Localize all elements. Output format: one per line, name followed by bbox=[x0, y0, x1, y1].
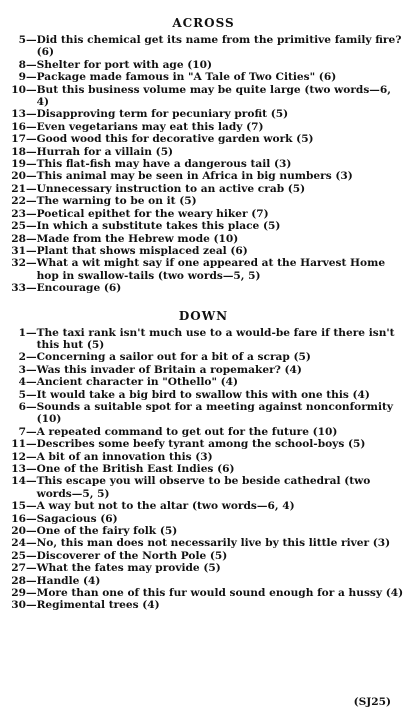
clue-number: 9 bbox=[18, 71, 26, 84]
clue-number: 32 bbox=[11, 257, 26, 270]
clue-dash: — bbox=[26, 257, 37, 270]
clue-dash: — bbox=[26, 207, 37, 220]
clue-dash: — bbox=[26, 83, 37, 96]
clue-number: 5 bbox=[18, 388, 26, 401]
clue-text: Made from the Hebrew mode (10) bbox=[36, 232, 239, 245]
clue-item bbox=[2, 599, 405, 611]
clue-item bbox=[2, 208, 405, 220]
clue-item bbox=[2, 195, 405, 207]
clue-dash: — bbox=[26, 158, 37, 171]
clue-item bbox=[2, 71, 405, 83]
clue-text: Plant that shows misplaced zeal (6) bbox=[36, 244, 248, 257]
clue-text: One of the fairy folk (5) bbox=[36, 525, 178, 538]
clue-item bbox=[2, 133, 405, 145]
clue-item bbox=[2, 475, 405, 500]
clue-item bbox=[2, 233, 405, 245]
clue-number: 17 bbox=[11, 133, 26, 146]
clue-number: 11 bbox=[11, 438, 26, 451]
clue-item bbox=[2, 513, 405, 525]
clue-item bbox=[2, 245, 405, 257]
clue-item bbox=[2, 84, 405, 109]
clue-number: 14 bbox=[11, 475, 26, 488]
clue-item bbox=[2, 327, 405, 352]
clue-item bbox=[2, 537, 405, 549]
clue-dash: — bbox=[26, 182, 37, 195]
clue-item bbox=[2, 376, 405, 388]
clue-dash: — bbox=[26, 438, 37, 451]
clue-number: 28 bbox=[11, 232, 26, 245]
clue-dash: — bbox=[26, 562, 37, 575]
clue-number: 8 bbox=[18, 58, 26, 71]
clue-item bbox=[2, 34, 405, 59]
clue-item bbox=[2, 500, 405, 512]
clue-dash: — bbox=[26, 120, 37, 133]
clue-dash: — bbox=[26, 34, 37, 46]
clue-item bbox=[2, 220, 405, 232]
clue-number: 33 bbox=[11, 282, 26, 295]
clue-number: 28 bbox=[11, 574, 26, 587]
clue-number: 22 bbox=[11, 195, 26, 208]
clue-text: In which a substitute takes this place (5) bbox=[36, 220, 281, 233]
clue-number: 20 bbox=[11, 170, 26, 183]
clue-number: 27 bbox=[11, 562, 26, 575]
clue-item bbox=[2, 389, 405, 401]
clue-dash: — bbox=[26, 326, 37, 339]
across-heading: ACROSS bbox=[172, 16, 235, 30]
clue-dash: — bbox=[26, 599, 37, 612]
clue-dash: — bbox=[26, 388, 37, 401]
clue-item bbox=[2, 438, 405, 450]
clue-item bbox=[2, 550, 405, 562]
clue-item bbox=[2, 562, 405, 574]
clue-number: 2 bbox=[18, 351, 26, 364]
clue-dash: — bbox=[26, 71, 37, 84]
clue-dash: — bbox=[26, 537, 37, 550]
clue-text: Was this invader of Britain a ropemaker? (4) bbox=[36, 363, 302, 376]
clue-number: 12 bbox=[11, 450, 26, 463]
clue-item bbox=[2, 575, 405, 587]
clue-text: Disapproving term for pecuniary profit (5) bbox=[36, 108, 289, 121]
clue-text: More than one of this fur would sound enough for a hussy (4) bbox=[36, 587, 404, 600]
clue-dash: — bbox=[26, 232, 37, 245]
clue-text: But this business volume may be quite large (two words—6, 4) bbox=[36, 83, 391, 109]
clue-number: 25 bbox=[11, 549, 26, 562]
clue-number: 15 bbox=[11, 500, 26, 513]
clue-dash: — bbox=[26, 475, 37, 488]
clue-text: This flat-fish may have a dangerous tail (3) bbox=[36, 158, 292, 171]
clue-item bbox=[2, 451, 405, 463]
clue-text: What a wit might say if one appeared at the Harvest Home hop in swallow-tails (two words—5, 5) bbox=[36, 257, 386, 282]
clue-dash: — bbox=[26, 376, 37, 389]
clue-text: Package made famous in "A Tale of Two Cities" (6) bbox=[36, 71, 337, 84]
clue-item bbox=[2, 158, 405, 170]
clue-number: 30 bbox=[11, 599, 26, 612]
clue-item bbox=[2, 59, 405, 71]
clue-text: Sagacious (6) bbox=[36, 512, 118, 525]
clue-dash: — bbox=[26, 58, 37, 71]
clue-text: Poetical epithet for the weary hiker (7) bbox=[36, 207, 269, 220]
clue-text: Shelter for port with age (10) bbox=[36, 58, 213, 71]
clue-item bbox=[2, 108, 405, 120]
clue-number: 7 bbox=[18, 425, 26, 438]
clue-text: It would take a big bird to swallow this with one this (4) bbox=[36, 388, 370, 401]
clue-dash: — bbox=[26, 170, 37, 183]
clue-dash: — bbox=[26, 108, 37, 121]
clue-item bbox=[2, 401, 405, 426]
clue-number: 20 bbox=[11, 525, 26, 538]
clue-text: This escape you will observe to be beside cathedral (two words—5, 5) bbox=[36, 475, 371, 500]
clue-number: 19 bbox=[11, 158, 26, 171]
clue-number: 4 bbox=[18, 376, 26, 389]
clue-text: No, this man does not necessarily live by this little river (3) bbox=[36, 537, 391, 550]
clue-text: Handle (4) bbox=[36, 574, 101, 587]
down-clue-list bbox=[2, 327, 405, 612]
clue-item bbox=[2, 183, 405, 195]
clue-text: Encourage (6) bbox=[36, 282, 122, 295]
clue-item bbox=[2, 525, 405, 537]
clue-number: 16 bbox=[11, 120, 26, 133]
clue-text: A repeated command to get out for the future (10) bbox=[36, 425, 338, 438]
clue-text: Sounds a suitable spot for a meeting against nonconformity (10) bbox=[36, 400, 394, 426]
clue-item bbox=[2, 587, 405, 599]
clue-text: Discoverer of the North Pole (5) bbox=[36, 549, 228, 562]
clue-item bbox=[2, 282, 405, 294]
clue-text: Describes some beefy tyrant among the school-boys (5) bbox=[36, 438, 366, 451]
across-clue-list bbox=[2, 34, 405, 295]
down-heading: DOWN bbox=[178, 308, 229, 323]
clue-item bbox=[2, 121, 405, 133]
clue-text: Regimental trees (4) bbox=[36, 599, 160, 612]
clue-number: 31 bbox=[11, 244, 26, 257]
clue-number: 5 bbox=[18, 34, 26, 46]
clue-dash: — bbox=[26, 363, 37, 376]
clue-number: 13 bbox=[11, 108, 26, 121]
clue-dash: — bbox=[26, 450, 37, 463]
clue-number: 23 bbox=[11, 207, 26, 220]
clue-text: The taxi rank isn't much use to a would-be fare if there isn't this hut (5) bbox=[36, 326, 395, 351]
clue-dash: — bbox=[26, 244, 37, 257]
clue-number: 13 bbox=[11, 463, 26, 475]
clue-text: Did this chemical get its name from the primitive family fire? (6) bbox=[36, 34, 402, 59]
clue-dash: — bbox=[26, 425, 37, 438]
clue-number: 21 bbox=[11, 182, 26, 195]
clue-text: Hurrah for a villain (5) bbox=[36, 145, 174, 158]
clue-dash: — bbox=[26, 351, 37, 364]
clue-dash: — bbox=[26, 574, 37, 587]
clue-text: A bit of an innovation this (3) bbox=[36, 450, 213, 463]
clue-text: Unnecessary instruction to an active crab (5) bbox=[36, 182, 306, 195]
clue-number: 25 bbox=[11, 220, 26, 233]
clue-item bbox=[2, 463, 405, 475]
clue-dash: — bbox=[26, 587, 37, 600]
clue-dash: — bbox=[26, 133, 37, 146]
clue-text: Concerning a sailor out for a bit of a scrap (5) bbox=[36, 351, 311, 364]
clue-number: 3 bbox=[18, 363, 26, 376]
clue-text: What the fates may provide (5) bbox=[36, 562, 221, 575]
clue-text: Good wood this for decorative garden work (5) bbox=[36, 133, 314, 146]
clue-text: One of the British East Indies (6) bbox=[36, 463, 235, 475]
clue-text: Ancient character in "Othello" (4) bbox=[36, 376, 239, 389]
clue-text: This animal may be seen in Africa in big numbers (3) bbox=[36, 170, 353, 183]
clue-item bbox=[2, 426, 405, 438]
clue-dash: — bbox=[26, 525, 37, 538]
clue-number: 24 bbox=[11, 537, 26, 550]
clue-dash: — bbox=[26, 549, 37, 562]
clue-number: 6 bbox=[18, 400, 26, 413]
clue-number: 16 bbox=[11, 512, 26, 525]
clue-number: 10 bbox=[11, 83, 26, 96]
clue-item bbox=[2, 170, 405, 182]
clue-dash: — bbox=[26, 500, 37, 513]
clue-number: 1 bbox=[18, 326, 26, 339]
clue-text: The warning to be on it (5) bbox=[36, 195, 197, 208]
clue-dash: — bbox=[26, 195, 37, 208]
clue-dash: — bbox=[26, 282, 37, 295]
clue-item bbox=[2, 364, 405, 376]
clue-item bbox=[2, 351, 405, 363]
puzzle-code: (SJ25) bbox=[353, 696, 391, 708]
clue-number: 29 bbox=[11, 587, 26, 600]
clue-dash: — bbox=[26, 145, 37, 158]
clue-text: Even vegetarians may eat this lady (7) bbox=[36, 120, 264, 133]
clue-dash: — bbox=[26, 400, 37, 413]
clue-text: A way but not to the altar (two words—6, 4) bbox=[36, 500, 295, 513]
clue-dash: — bbox=[26, 220, 37, 233]
clue-item bbox=[2, 257, 405, 282]
clue-item bbox=[2, 146, 405, 158]
clue-dash: — bbox=[26, 512, 37, 525]
clue-number: 18 bbox=[11, 145, 26, 158]
clue-dash: — bbox=[26, 463, 37, 475]
